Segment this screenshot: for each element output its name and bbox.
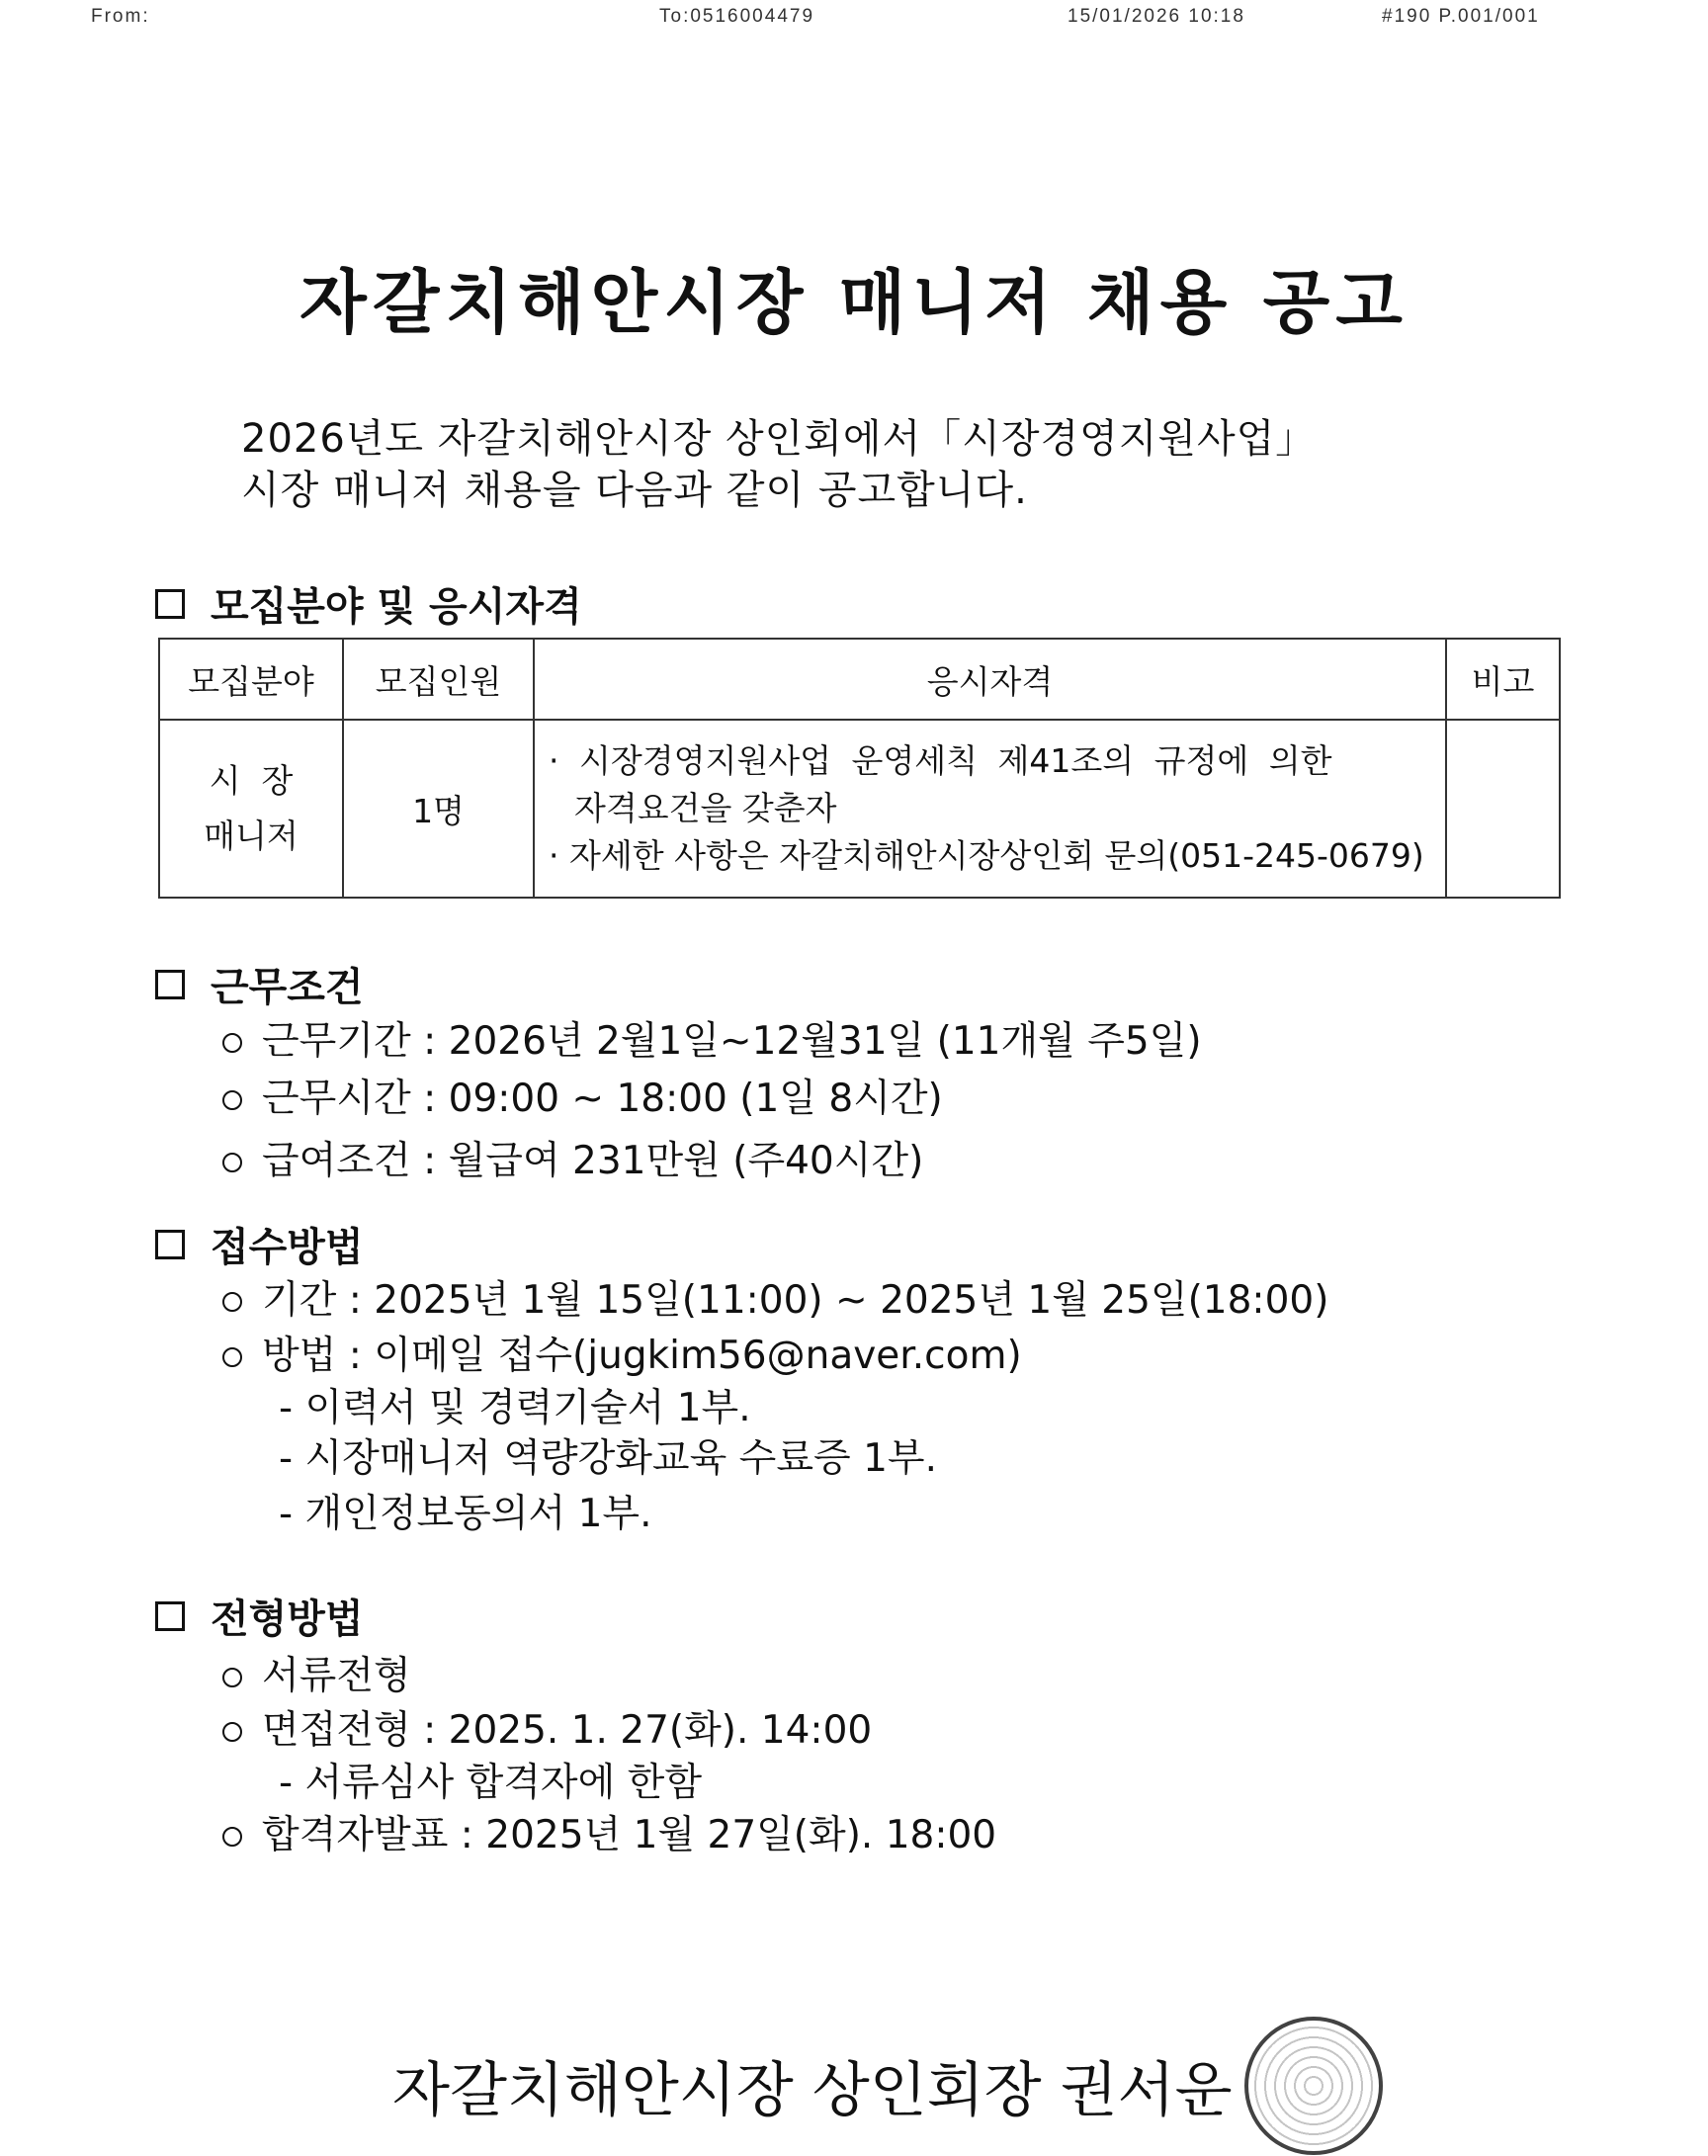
circle-bullet-icon — [222, 1668, 242, 1687]
section-heading-qualification — [155, 575, 582, 632]
table-header: 비고 — [1446, 639, 1560, 720]
table-header: 응시자격 — [534, 639, 1446, 720]
list-item — [222, 1804, 996, 1859]
section-title: 모집분야 및 응시자격 — [211, 584, 582, 630]
signature: 자갈치해안시장 상인회장 권서운 — [392, 2056, 1233, 2125]
list-item — [222, 1130, 923, 1185]
item-text: 근무기간 : 2026년 2월1일~12월31일 (11개월 주5일) — [262, 1019, 1202, 1064]
table-header: 모집분야 — [159, 639, 343, 720]
field-line-1: 시 장 — [209, 761, 294, 800]
list-item — [222, 1325, 1022, 1380]
item-text: 합격자발표 : 2025년 1월 27일(화). 18:00 — [262, 1813, 997, 1857]
list-item — [222, 1699, 872, 1755]
table-row — [159, 720, 1560, 898]
fax-datetime: 15/01/2026 10:18 — [1068, 6, 1245, 27]
fax-from: From: — [91, 6, 150, 27]
checkbox-square-icon — [155, 589, 185, 619]
field-line-2: 매니저 — [204, 817, 299, 855]
list-item — [222, 1010, 1202, 1066]
section-heading-conditions — [155, 956, 364, 1012]
official-seal-stamp — [1244, 2017, 1383, 2155]
section-heading-selection — [155, 1588, 364, 1644]
circle-bullet-icon — [222, 1153, 242, 1172]
count-cell: 1명 — [343, 720, 534, 898]
fax-page: #190 P.001/001 — [1382, 6, 1540, 27]
section-title: 접수방법 — [211, 1225, 364, 1270]
intro-line-1: 2026년도 자갈치해안시장 상인회에서「시장경영지원사업」 — [241, 416, 1317, 462]
list-item — [222, 1645, 411, 1700]
circle-bullet-icon — [222, 1347, 242, 1367]
recruitment-table — [158, 638, 1561, 899]
section-title: 근무조건 — [211, 965, 364, 1010]
sub-item: - 서류심사 합격자에 한함 — [279, 1761, 703, 1805]
sub-item: - 개인정보동의서 1부. — [279, 1492, 652, 1536]
qualification-1b: 자격요건을 갖춘자 — [574, 789, 837, 827]
list-item — [222, 1068, 943, 1123]
circle-bullet-icon — [222, 1033, 242, 1053]
signature-block — [392, 2017, 1383, 2155]
table-header: 모집인원 — [343, 639, 534, 720]
qualification-1a: · 시장경영지원사업 운영세칙 제41조의 규정에 의한 — [549, 741, 1332, 780]
item-text: 방법 : 이메일 접수(jugkim56@naver.com) — [262, 1334, 1022, 1378]
item-text: 근무시간 : 09:00 ~ 18:00 (1일 8시간) — [262, 1077, 943, 1121]
sub-item: - 이력서 및 경력기술서 1부. — [279, 1386, 751, 1430]
intro-line-2: 시장 매니저 채용을 다음과 같이 공고합니다. — [241, 468, 1028, 513]
list-item — [222, 1269, 1328, 1325]
checkbox-square-icon — [155, 1601, 185, 1631]
fax-to: To:0516004479 — [659, 6, 815, 27]
circle-bullet-icon — [222, 1827, 242, 1847]
circle-bullet-icon — [222, 1292, 242, 1312]
page-title: 자갈치해안시장 매니저 채용 공고 — [299, 262, 1409, 343]
item-text: 서류전형 — [262, 1654, 411, 1698]
section-title: 전형방법 — [211, 1596, 364, 1642]
item-text: 급여조건 : 월급여 231만원 (주40시간) — [262, 1139, 924, 1183]
qualification-2: · 자세한 사항은 자갈치해안시장상인회 문의(051-245-0679) — [549, 836, 1424, 875]
item-text: 기간 : 2025년 1월 15일(11:00) ~ 2025년 1월 25일(18:00) — [262, 1278, 1329, 1323]
checkbox-square-icon — [155, 970, 185, 999]
section-heading-application — [155, 1216, 364, 1272]
checkbox-square-icon — [155, 1230, 185, 1259]
circle-bullet-icon — [222, 1090, 242, 1110]
circle-bullet-icon — [222, 1722, 242, 1742]
sub-item: - 시장매니저 역량강화교육 수료증 1부. — [279, 1436, 937, 1481]
note-cell — [1446, 720, 1560, 898]
item-text: 면접전형 : 2025. 1. 27(화). 14:00 — [262, 1708, 873, 1753]
